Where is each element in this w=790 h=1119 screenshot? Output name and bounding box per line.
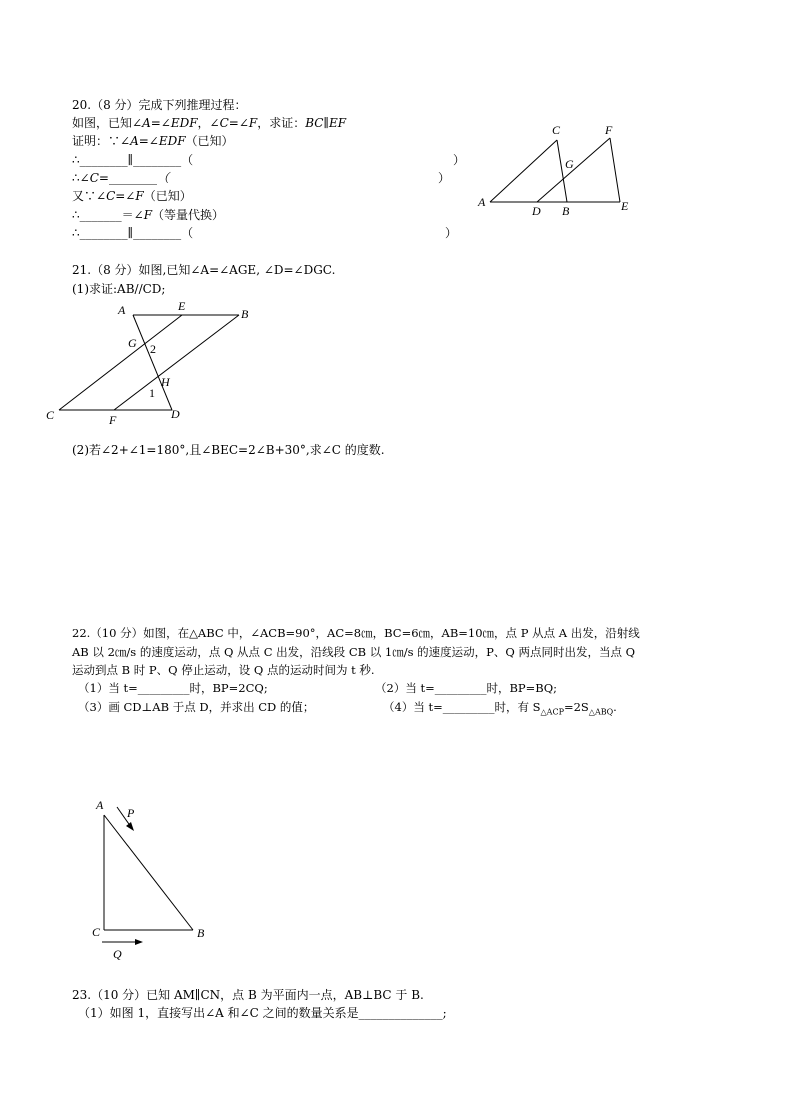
q21-label-g: G	[128, 336, 137, 350]
q20-proof-start: 证明：∵∠A=∠EDF（已知）	[72, 134, 234, 148]
q21-figure	[40, 298, 270, 428]
q21-label-e: E	[178, 299, 186, 313]
q20-label-c: C	[552, 123, 561, 137]
q20-step-3: 又∵∠C=∠F（已知）	[72, 189, 192, 203]
q21-title: 21.（8 分）如图,已知∠A=∠AGE, ∠D=∠DGC.	[72, 263, 336, 277]
q22-label-q: Q	[113, 947, 122, 961]
q21-label-f: F	[109, 413, 117, 427]
q20-given: 如图，已知∠A=∠EDF，∠C=∠F，求证：BC∥EF	[72, 116, 347, 130]
q21-label-1: 1	[149, 386, 155, 400]
q20-step-5[interactable]: ∴________∥________（	[72, 226, 194, 240]
q22-arrowhead-q	[135, 939, 143, 945]
q21-label-a: A	[118, 303, 126, 317]
q23-part-1[interactable]: （1）如图 1，直接写出∠A 和∠C 之间的数量关系是______________;	[78, 1006, 447, 1020]
q22-label-c: C	[92, 925, 101, 939]
q22-label-p: P	[127, 806, 135, 820]
q22-label-b: B	[197, 926, 205, 940]
q20-step-2[interactable]: ∴∠C=________（	[72, 171, 169, 185]
q22-part-3: （3）画 CD⊥AB 于点 D，并求出 CD 的值；	[78, 700, 315, 714]
q20-step-2-end: ）	[438, 171, 451, 185]
q21-part-2: (2)若∠2+∠1=180°,且∠BEC=2∠B+30°,求∠C 的度数.	[72, 443, 385, 457]
q22-part-4[interactable]: （4）当 t=_________时，有 $S_{\triangle ACP}=2S_{\triangle ABQ}$.	[383, 700, 617, 717]
q20-step-1-end: ）	[453, 153, 466, 167]
q22-figure	[85, 795, 215, 965]
q21-label-h: H	[161, 375, 170, 389]
q20-figure	[470, 120, 640, 220]
q21-label-b: B	[241, 307, 249, 321]
q22-label-a: A	[96, 798, 104, 812]
q21-line-fb	[114, 315, 239, 410]
q20-label-a: A	[478, 195, 486, 209]
q22-line-2: AB 以 2㎝/s 的速度运动，点 Q 从点 C 出发，沿线段 CB 以 1㎝/s 的速度运动，P、Q 两点同时出发，当点 Q	[72, 645, 636, 659]
q20-line-fe	[610, 138, 620, 202]
q21-part-1: (1)求证:AB//CD;	[72, 282, 166, 296]
q22-line-1: 22.（10 分）如图，在△ABC 中，∠ACB=90°，AC=8㎝，BC=6㎝，AB=10㎝，点 P 从点 A 出发，沿射线	[72, 626, 640, 640]
q20-step-4[interactable]: ∴_______＝∠F（等量代换）	[72, 208, 225, 222]
q20-line-cb	[557, 140, 567, 202]
q23-title: 23.（10 分）已知 AM∥CN，点 B 为平面内一点，AB⊥BC 于 B.	[72, 988, 424, 1002]
q20-title: 20.（8 分）完成下列推理过程：	[72, 98, 247, 112]
q21-line-ce	[59, 315, 182, 410]
q21-label-d: D	[171, 407, 180, 421]
q20-step-5-end: ）	[445, 226, 458, 240]
q22-line-3: 运动到点 B 时 P、Q 停止运动，设 Q 点的运动时间为 t 秒.	[72, 663, 375, 677]
q22-part-2[interactable]: （2）当 t=_________时，BP=BQ;	[375, 681, 558, 695]
q22-line-ab	[104, 815, 193, 930]
q20-label-b: B	[562, 204, 570, 218]
q20-label-d: D	[532, 204, 541, 218]
q20-label-f: F	[605, 123, 613, 137]
q22-part-1[interactable]: （1）当 t=_________时，BP=2CQ;	[78, 681, 268, 695]
q20-label-g: G	[565, 157, 574, 171]
q20-label-e: E	[621, 199, 629, 213]
q21-label-2: 2	[150, 342, 156, 356]
q21-label-c: C	[46, 408, 55, 422]
q20-step-1[interactable]: ∴________∥________（	[72, 153, 194, 167]
q22-arrowhead-p	[126, 822, 134, 831]
